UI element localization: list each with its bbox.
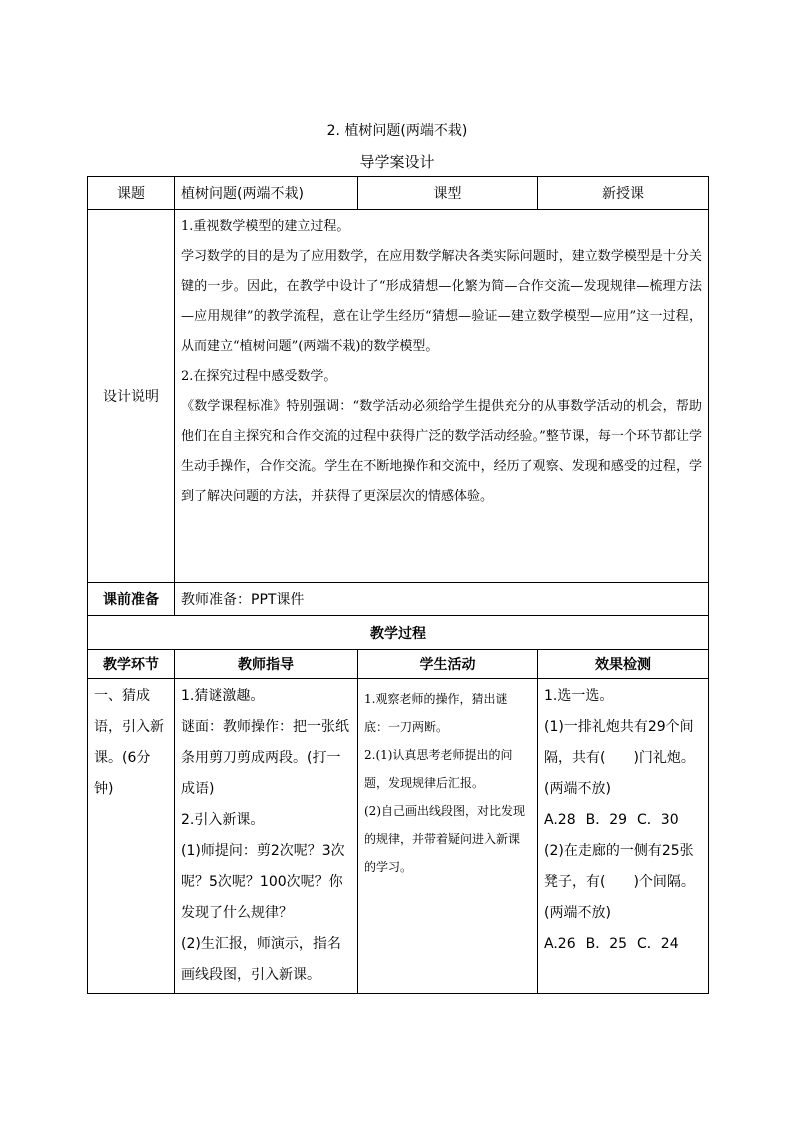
option: A.28 — [544, 812, 576, 828]
design-paragraph: 学习数学的目的是为了应用数学，在应用数学解决各类实际问题时，建立数学模型是十分关键的一步。因此，在教学中设计了“形成猜想—化繁为简—合作交流—发现规律—梳理方法—应用规律”的教学流程，意在让学生经历“猜想—验证—建立数学模型—应用”这一过程，从而建立“植树问题”(两端不栽)的数学模型。 — [181, 249, 702, 354]
option: C．30 — [637, 812, 679, 828]
check-options-1 — [544, 805, 702, 836]
column-student: 学生活动 — [358, 650, 538, 679]
process-columns-row — [88, 650, 709, 679]
teacher-line: 谜面：教师操作：把一张纸条用剪刀剪成两段。(打一成语) — [181, 719, 349, 797]
design-label: 设计说明 — [88, 210, 175, 583]
type-value: 新授课 — [538, 177, 709, 210]
info-row — [88, 177, 709, 210]
option: C．24 — [637, 936, 679, 952]
teacher-line: 2.引入新课。 — [181, 812, 265, 828]
check-cell — [538, 679, 709, 994]
check-question-2: (2)在走廊的一侧有25张凳子，有( )个间隔。(两端不放) — [544, 843, 695, 921]
design-content — [175, 210, 709, 583]
topic-value: 植树问题(两端不栽) — [175, 177, 358, 210]
option: B．29 — [585, 812, 628, 828]
column-step: 教学环节 — [88, 650, 175, 679]
design-paragraph: 1.重视数学模型的建立过程。 — [181, 219, 350, 234]
check-options-2 — [544, 929, 702, 960]
check-heading: 1.选一选。 — [544, 688, 614, 704]
student-line: 1.观察老师的操作，猜出谜底：一刀两断。 — [364, 692, 508, 734]
document-title: 2. 植树问题(两端不栽) — [326, 123, 468, 139]
option: A.26 — [544, 936, 576, 952]
step-cell: 一、猜成语，引入新课。(6分钟) — [88, 679, 175, 994]
prep-value: 教师准备：PPT课件 — [175, 583, 709, 616]
teacher-line: 1.猜谜激趣。 — [181, 688, 265, 704]
design-paragraph: 2.在探究过程中感受数学。 — [181, 369, 337, 384]
teacher-line: (2)生汇报，师演示，指名画线段图，引入新课。 — [181, 936, 341, 983]
student-line: (2)自己画出线段图，对比发现的规律，并带着疑问进入新课的学习。 — [364, 804, 525, 874]
document-subtitle: 导学案设计 — [359, 153, 435, 171]
teacher-cell — [175, 679, 358, 994]
option: B．25 — [585, 936, 628, 952]
column-teacher: 教师指导 — [175, 650, 358, 679]
design-row — [88, 210, 709, 583]
process-heading: 教学过程 — [88, 616, 709, 650]
column-check: 效果检测 — [538, 650, 709, 679]
process-row — [88, 679, 709, 994]
topic-label: 课题 — [88, 177, 175, 210]
student-line: 2.(1)认真思考老师提出的问题，发现规律后汇报。 — [364, 748, 513, 790]
lesson-plan-table — [87, 176, 709, 994]
process-heading-row — [88, 616, 709, 650]
student-cell — [358, 679, 538, 994]
check-question-1: (1)一排礼炮共有29个间隔，共有( )门礼炮。(两端不放) — [544, 719, 695, 797]
prep-row — [88, 583, 709, 616]
design-paragraph: 《数学课程标准》特别强调：“数学活动必须给学生提供充分的从事数学活动的机会，帮助他们在自主探究和合作交流的过程中获得广泛的数学活动经验。”整节课，每一个环节都让学生动手操作，合作交流。学生在不断地操作和交流中，经历了观察、发现和感受的过程，学到了解决问题的方法，并获得了更深层次的情感体验。 — [181, 399, 702, 504]
type-label: 课型 — [358, 177, 538, 210]
teacher-line: (1)师提问：剪2次呢？3次呢？5次呢？100次呢？你发现了什么规律？ — [181, 843, 345, 921]
prep-label: 课前准备 — [88, 583, 175, 616]
